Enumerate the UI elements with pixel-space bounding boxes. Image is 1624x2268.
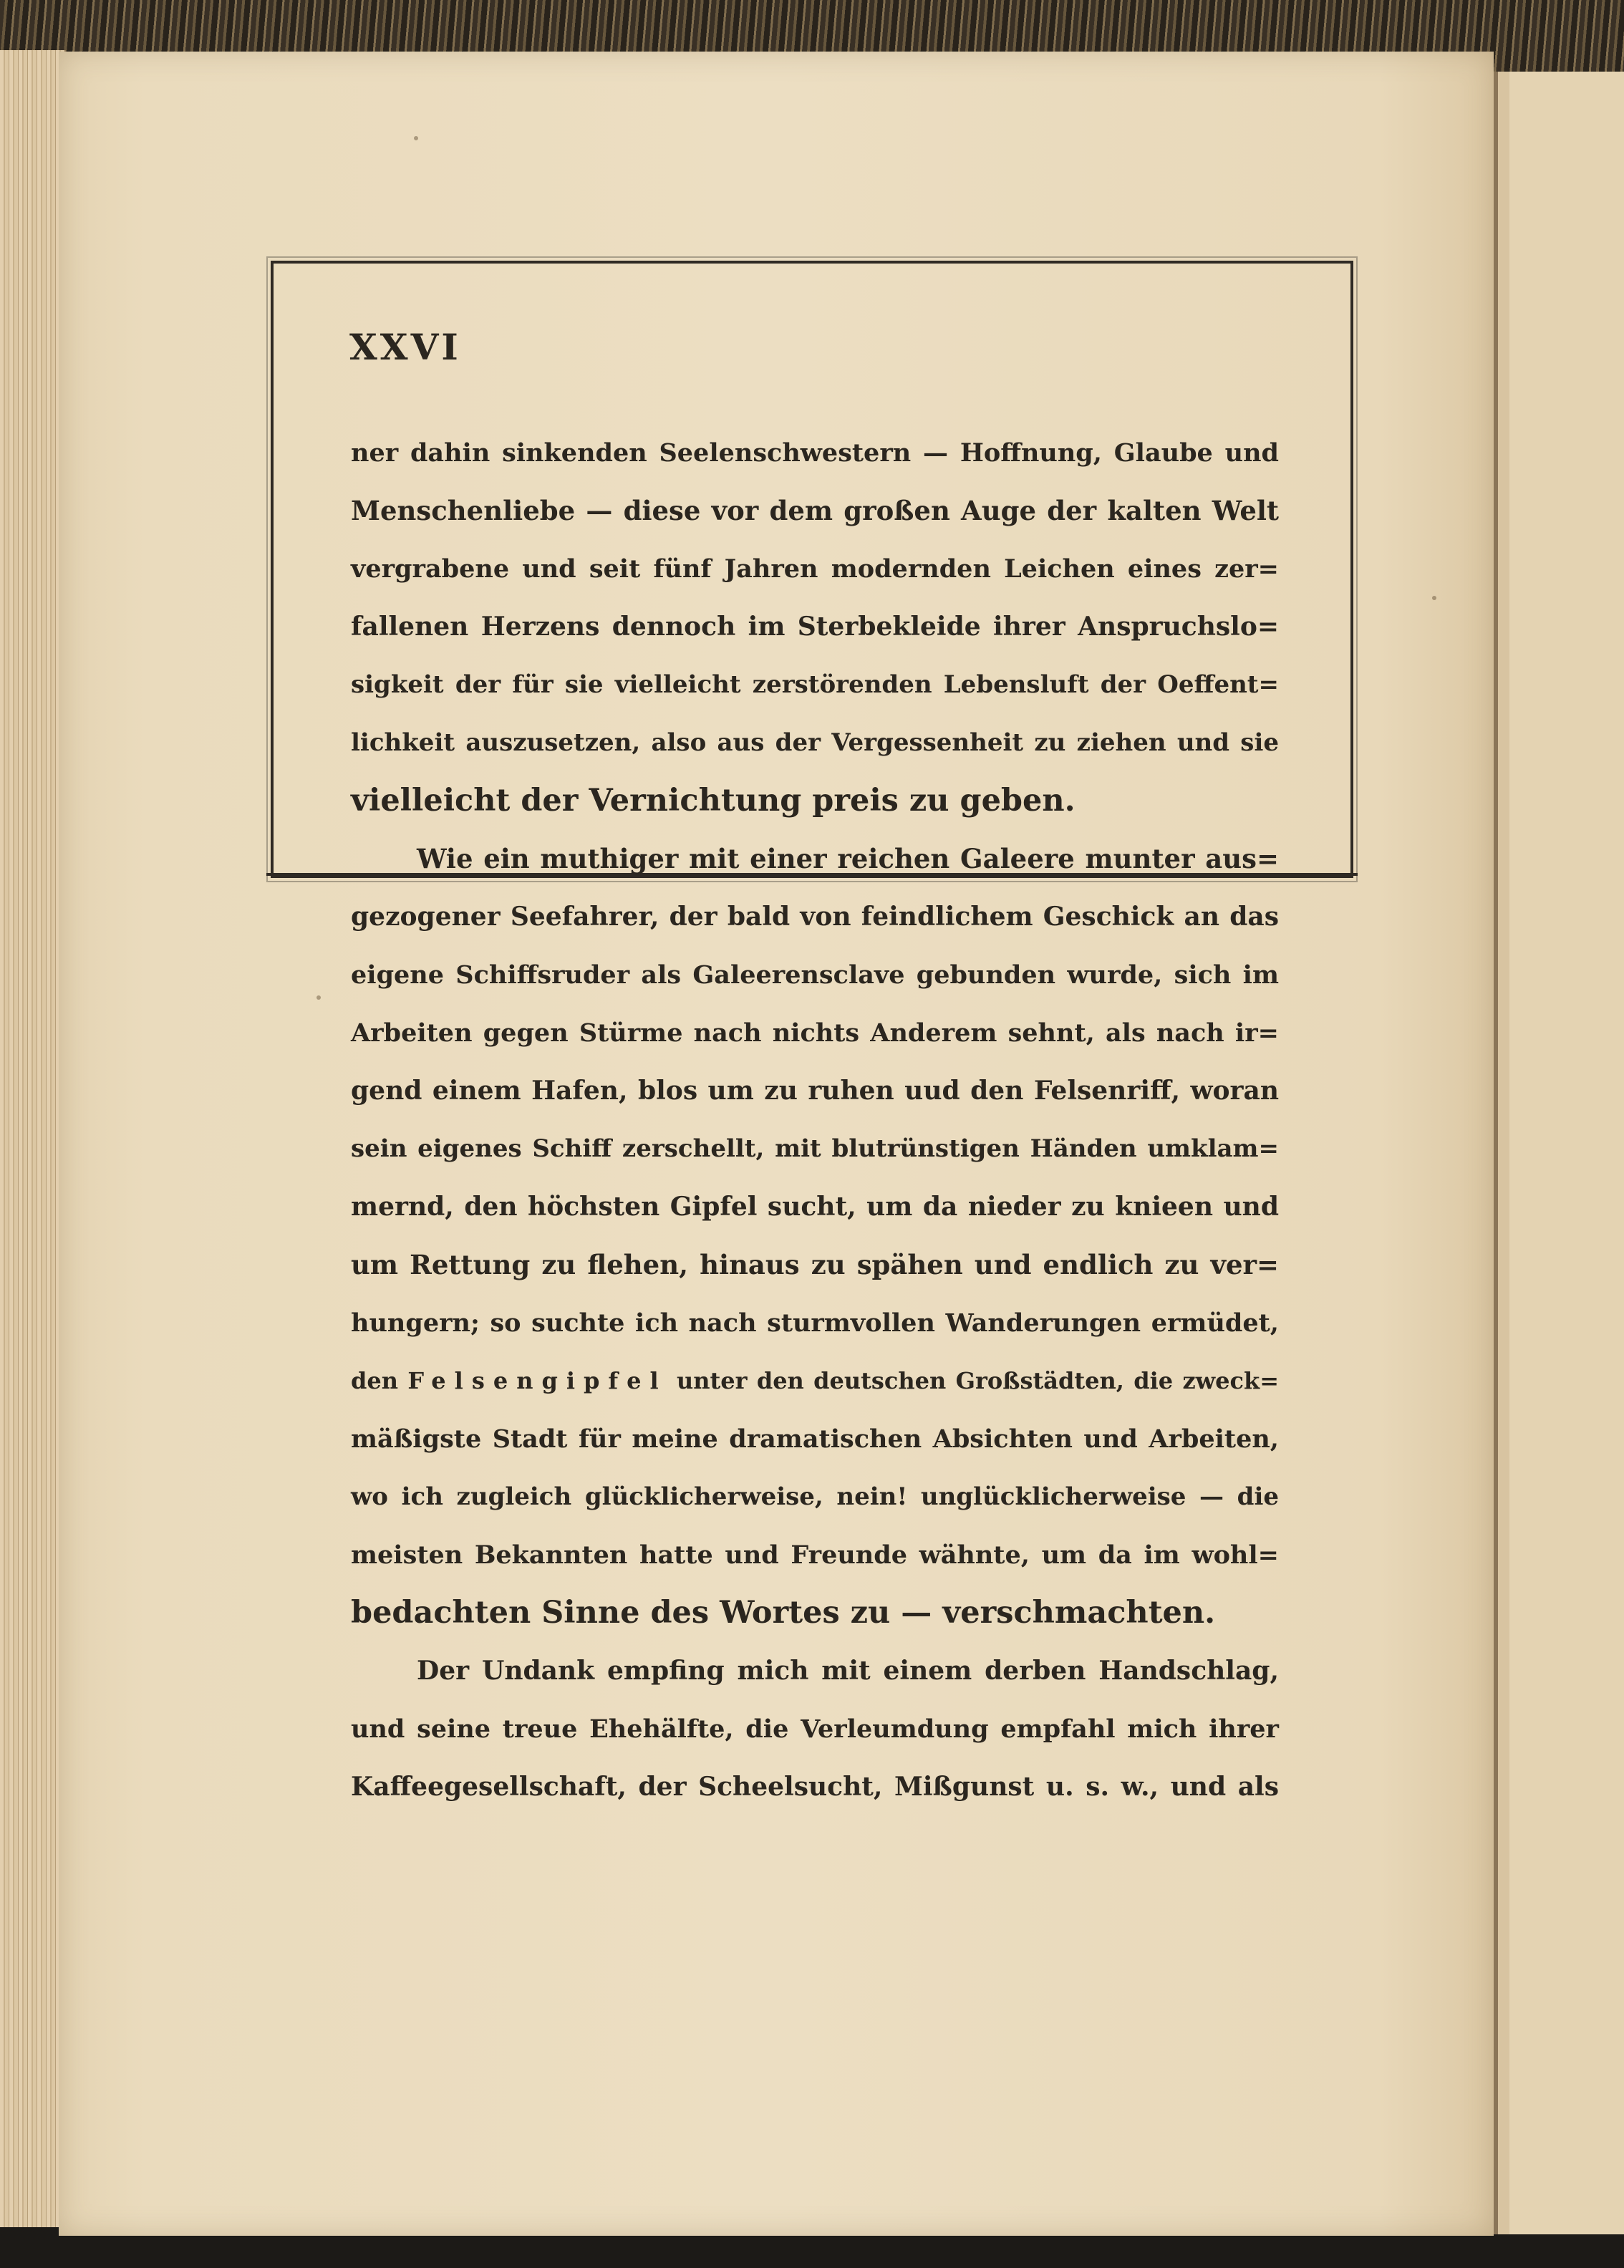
text-line: um Rettung zu flehen, hinaus zu spähen und endlich zu ver= xyxy=(351,1249,1279,1280)
text-segment: unter den deutschen Großstädten, die zweck= xyxy=(667,1367,1280,1394)
paper-fleck xyxy=(316,995,321,1000)
book-cover-right xyxy=(1488,72,1624,2234)
text-line: fallenen Herzens dennoch im Sterbekleide ihrer Anspruchslo= xyxy=(351,612,1279,642)
text-line: hungern; so suchte ich nach sturmvollen Wanderungen ermüdet, xyxy=(351,1308,1279,1338)
text-line: vergrabene und seit fünf Jahren modernden Leichen eines zer= xyxy=(351,554,1279,584)
text-line: Arbeiten gegen Stürme nach nichts Anderem sehnt, als nach ir= xyxy=(351,1018,1279,1048)
text-line: gezogener Seefahrer, der bald von feindlichem Geschick an das xyxy=(351,902,1279,932)
text-line: eigene Schiffsruder als Galeerensclave gebunden wurde, sich im xyxy=(351,960,1279,990)
text-line: mäßigste Stadt für meine dramatischen Absichten und Arbeiten, xyxy=(351,1424,1279,1454)
text-line: meisten Bekannten hatte und Freunde wähnte, um da im wohl= xyxy=(351,1540,1279,1570)
paper-fleck xyxy=(414,136,418,140)
text-line: Wie ein muthiger mit einer reichen Galeere munter aus= xyxy=(417,843,1279,874)
text-line: lichkeit auszusetzen, also aus der Vergessenheit zu ziehen und sie xyxy=(351,728,1279,757)
text-line: Der Undank empfing mich mit einem derben Handschlag, xyxy=(417,1656,1279,1686)
text-segment: den xyxy=(351,1367,408,1394)
text-line: wo ich zugleich glücklicherweise, nein! unglücklicherweise — die xyxy=(351,1482,1279,1511)
paper-fleck xyxy=(1432,596,1436,600)
text-line: sein eigenes Schiff zerschellt, mit blutrünstigen Händen umklam= xyxy=(351,1134,1279,1163)
body-text xyxy=(351,424,1279,1816)
text-line: sigkeit der für sie vielleicht zerstörenden Lebensluft der Oeffent= xyxy=(351,670,1279,699)
text-line: Kaffeegesellschaft, der Scheelsucht, Mißgunst u. s. w., und als xyxy=(351,1772,1279,1802)
text-line: Menschenliebe — diese vor dem großen Auge der kalten Welt xyxy=(351,495,1279,526)
text-line: bedachten Sinne des Wortes zu — verschmachten. xyxy=(351,1595,1216,1631)
text-line: ner dahin sinkenden Seelenschwestern — Hoffnung, Glaube und xyxy=(351,438,1279,468)
text-line: gend einem Hafen, blos um zu ruhen uud den Felsenriff, woran xyxy=(351,1076,1279,1106)
text-line: mernd, den höchsten Gipfel sucht, um da nieder zu knieen und xyxy=(351,1192,1279,1222)
page-edges-left xyxy=(0,50,66,2227)
text-line: und seine treue Ehehälfte, die Verleumdung empfahl mich ihrer xyxy=(351,1714,1279,1744)
spaced-word: Felsengipfel xyxy=(407,1367,667,1394)
text-line-spaced xyxy=(351,1352,1279,1410)
page-number: XXVI xyxy=(349,326,461,368)
text-line: vielleicht der Vernichtung preis zu geben. xyxy=(351,783,1076,819)
